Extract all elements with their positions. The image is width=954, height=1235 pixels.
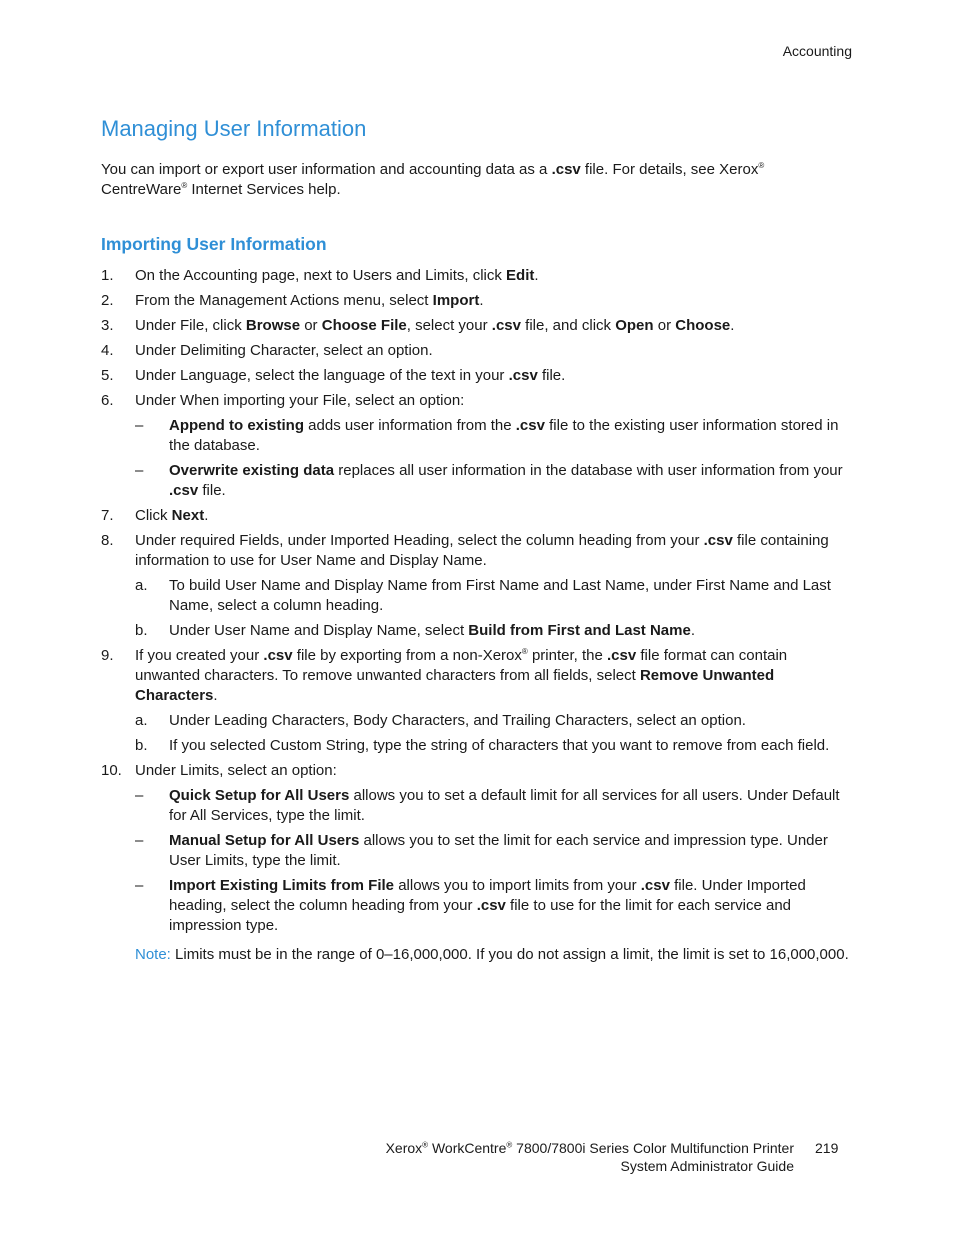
step-text: . — [730, 317, 735, 334]
letter-marker: b. — [135, 737, 148, 754]
sub-step-text: Under User Name and Display Name, select — [169, 622, 469, 639]
step-1 — [101, 266, 853, 286]
option-text: file. Under Imported heading, select the column heading from your — [169, 877, 806, 914]
option-bold: .csv — [476, 897, 506, 914]
registered-mark: ® — [758, 161, 765, 170]
footer-model: WorkCentre — [428, 1140, 507, 1156]
option-name: Manual Setup for All Users — [169, 832, 360, 849]
step-text: Under Delimiting Character, select an option. — [135, 342, 433, 359]
section-header: Accounting — [782, 43, 852, 59]
dash-marker: – — [135, 417, 144, 434]
sub-step-9a — [135, 711, 853, 731]
sub-option-quick-setup — [135, 786, 853, 826]
registered-mark: ® — [521, 647, 528, 656]
sub-option-overwrite — [135, 461, 853, 501]
step-2 — [101, 291, 853, 311]
step-number: 1. — [101, 267, 114, 284]
step-text: , select your — [406, 317, 492, 334]
page-number: 219 — [815, 1140, 839, 1156]
intro-text: CentreWare — [101, 181, 182, 198]
option-bold: .csv — [169, 482, 199, 499]
sub-step-text: . — [690, 622, 696, 639]
registered-mark: ® — [181, 181, 188, 190]
option-text: file. — [198, 482, 226, 499]
step-bold: .csv — [607, 647, 637, 664]
step-bold: Choose — [675, 317, 731, 334]
step-text: Under File, click — [135, 317, 246, 334]
step-number: 8. — [101, 532, 114, 549]
option-text: replaces all user information in the database with user information from your — [334, 462, 843, 479]
step-bold: Browse — [245, 317, 301, 334]
option-name: Overwrite existing data — [169, 462, 335, 479]
option-text: allows you to set a default limit for all services for all users. Under Default for All Services, type the limit. — [169, 787, 840, 824]
footer-product — [386, 1140, 794, 1156]
dash-marker: – — [135, 832, 144, 849]
step-text: printer, the — [527, 647, 608, 664]
step-text: Under Language, select the language of the text in your — [135, 367, 509, 384]
dash-marker: – — [135, 877, 144, 894]
step-bold: .csv — [263, 647, 293, 664]
step-number: 2. — [101, 292, 114, 309]
step-bold: Open — [615, 317, 654, 334]
step-9 — [101, 646, 853, 756]
note-label: Note: — [135, 946, 171, 963]
step-4 — [101, 341, 853, 361]
step-6 — [101, 391, 853, 501]
intro-paragraph — [101, 160, 841, 200]
letter-marker: a. — [135, 577, 148, 594]
note — [101, 945, 853, 965]
registered-mark: ® — [506, 1140, 513, 1150]
step-text: file containing information to use for User Name and Display Name. — [135, 532, 829, 569]
letter-marker: b. — [135, 622, 148, 639]
page-title: Managing User Information — [101, 116, 367, 141]
step-number: 5. — [101, 367, 114, 384]
step-7 — [101, 506, 853, 526]
sub-step-text: To build User Name and Display Name from First Name and Last Name, under First Name and Last Name, select a column heading. — [169, 577, 831, 614]
step-text: . — [534, 267, 539, 284]
option-name: Append to existing — [169, 417, 304, 434]
footer-guide: System Administrator Guide — [620, 1158, 794, 1174]
step-text: or — [653, 317, 676, 334]
option-text: adds user information from the — [304, 417, 516, 434]
registered-mark: ® — [422, 1140, 429, 1150]
intro-text: You can import or export user information and accounting data as a — [101, 161, 552, 178]
sub-option-import-limits — [135, 876, 853, 936]
step-text: Under Limits, select an option: — [135, 762, 337, 779]
step-text: Under required Fields, under Imported Heading, select the column heading from your — [135, 532, 704, 549]
footer-brand: Xerox — [385, 1140, 423, 1156]
sub-step-9b — [135, 736, 853, 756]
step-text: If you created your — [135, 647, 264, 664]
steps-list — [101, 266, 853, 965]
step-number: 4. — [101, 342, 114, 359]
step-text: On the Accounting page, next to Users and Limits, click — [135, 267, 507, 284]
step-text: From the Management Actions menu, select — [135, 292, 433, 309]
option-name: Quick Setup for All Users — [169, 787, 350, 804]
sub-option-manual-setup — [135, 831, 853, 871]
step-bold: .csv — [703, 532, 733, 549]
step-bold: .csv — [491, 317, 521, 334]
step-3 — [101, 316, 853, 336]
step-text: file format can contain unwanted characters. To remove unwanted characters from all fields, select — [135, 647, 788, 684]
step-bold: Edit — [506, 267, 535, 284]
step-text: Under When importing your File, select an option: — [135, 392, 465, 409]
step-number: 6. — [101, 392, 114, 409]
letter-marker: a. — [135, 712, 148, 729]
step-text: Click — [135, 507, 172, 524]
step-bold: Import — [432, 292, 480, 309]
intro-text: file. For details, see Xerox — [580, 161, 759, 178]
sub-step-bold: Build from First and Last Name — [468, 622, 691, 639]
step-number: 3. — [101, 317, 114, 334]
option-bold: .csv — [640, 877, 670, 894]
note-text: Limits must be in the range of 0–16,000,000. If you do not assign a limit, the limit is set to 16,000,000. — [170, 946, 849, 963]
option-text: file to use for the limit for each service and impression type. — [169, 897, 792, 934]
option-bold: .csv — [515, 417, 545, 434]
step-bold: Next — [171, 507, 205, 524]
dash-marker: – — [135, 462, 144, 479]
step-text: file, and click — [521, 317, 616, 334]
step-8 — [101, 531, 853, 641]
intro-csv: .csv — [551, 161, 581, 178]
step-number: 7. — [101, 507, 114, 524]
step-text: . — [213, 687, 218, 704]
step-text: or — [300, 317, 322, 334]
step-5 — [101, 366, 853, 386]
sub-step-8a — [135, 576, 853, 616]
option-text: allows you to set the limit for each service and impression type. Under User Limits, type the limit. — [169, 832, 828, 869]
step-bold: Remove Unwanted Characters — [135, 667, 775, 704]
sub-step-text: If you selected Custom String, type the string of characters that you want to remove from each field. — [169, 737, 830, 754]
sub-step-8b — [135, 621, 853, 641]
footer-model: 7800/7800i Series Color Multifunction Printer — [512, 1140, 794, 1156]
sub-option-append — [135, 416, 853, 456]
option-text: allows you to import limits from your — [394, 877, 641, 894]
step-bold: Choose File — [321, 317, 407, 334]
step-bold: .csv — [508, 367, 538, 384]
step-10 — [101, 761, 853, 936]
step-text: file. — [537, 367, 566, 384]
intro-text: Internet Services help. — [187, 181, 341, 198]
step-text: . — [479, 292, 484, 309]
step-number: 9. — [101, 647, 114, 664]
step-number: 10. — [101, 762, 122, 779]
option-text: file to the existing user information stored in the database. — [169, 417, 839, 454]
sub-step-text: Under Leading Characters, Body Characters, and Trailing Characters, select an option. — [169, 712, 746, 729]
option-name: Import Existing Limits from File — [169, 877, 395, 894]
step-text: file by exporting from a non-Xerox — [292, 647, 522, 664]
section-subtitle: Importing User Information — [101, 234, 327, 254]
dash-marker: – — [135, 787, 144, 804]
step-text: . — [204, 507, 209, 524]
